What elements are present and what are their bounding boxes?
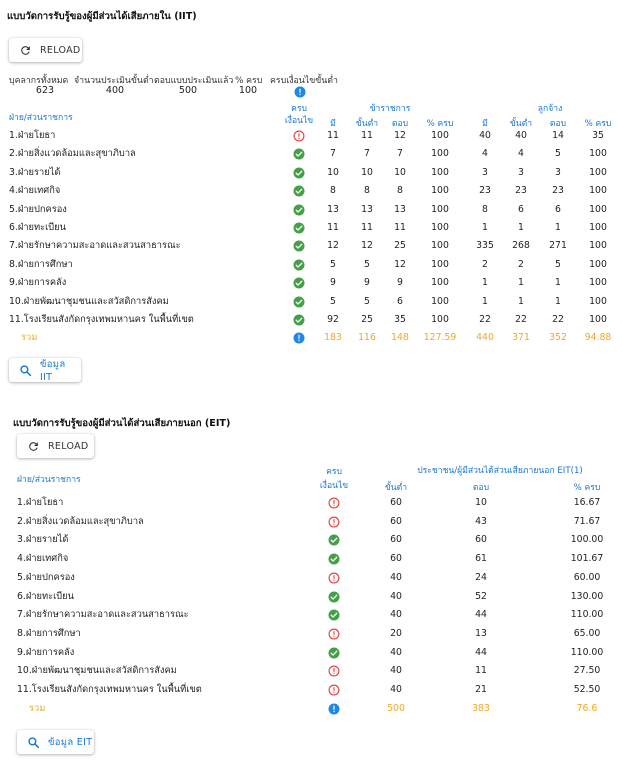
- eit-cell-pct: 101.67: [570, 553, 604, 565]
- iit-table-row: [0, 201, 622, 219]
- iit-cell-c_pct: 100: [431, 222, 449, 233]
- eit-cell-ans: 21: [475, 684, 487, 695]
- iit-cell-e_ans: 1: [555, 295, 561, 307]
- check-circle-icon: [328, 609, 340, 621]
- iit-cell-name: 3.ฝ่ายรายได้: [9, 166, 61, 178]
- eit-cell-name: 9.ฝ่ายการคลัง: [17, 646, 75, 658]
- iit-cell-c_have: 5: [330, 295, 336, 307]
- iit-cell-c_pct: 100: [431, 240, 449, 252]
- iit-cell-c_have: 183: [324, 332, 342, 344]
- eit-header-ans: ตอบ: [472, 483, 490, 493]
- eit-data-label: ข้อมูล EIT: [48, 736, 93, 748]
- iit-table-row: [0, 127, 622, 145]
- eit-cell-name: 6.ฝ่ายทะเบียน: [17, 590, 74, 602]
- eit-cell-min: 60: [390, 497, 402, 508]
- eit-cell-name: 8.ฝ่ายการศึกษา: [17, 627, 81, 639]
- eit-cell-ans: 44: [475, 646, 487, 658]
- iit-cell-c_have: 11: [327, 130, 339, 141]
- info-icon: [294, 86, 306, 98]
- eit-table-row: [0, 606, 622, 624]
- iit-table-row: [0, 293, 622, 311]
- iit-cell-e_min: 1: [518, 295, 524, 307]
- iit-header-c-ans: ตอบ: [391, 119, 409, 129]
- iit-cell-c_min: 11: [361, 222, 373, 233]
- error-outline-icon: [328, 516, 340, 528]
- eit-table-row: [0, 550, 622, 568]
- iit-cell-c_have: 9: [330, 277, 336, 289]
- eit-cell-ans: 43: [475, 515, 487, 527]
- iit-cell-c_min: 25: [361, 314, 373, 325]
- status-indicator: [328, 665, 340, 677]
- iit-cell-e_pct: 100: [589, 240, 607, 252]
- summary-label-staff: บุคลากรทั้งหมด: [9, 76, 69, 86]
- eit-total-row: [0, 700, 622, 718]
- eit-cell-ans: 60: [475, 534, 487, 546]
- iit-cell-e_have: 1: [482, 222, 488, 233]
- iit-cell-c_ans: 12: [394, 258, 406, 270]
- iit-cell-e_min: 22: [515, 314, 527, 325]
- status-indicator: [328, 591, 340, 603]
- iit-cell-c_pct: 127.59: [423, 332, 457, 344]
- iit-table-row: [0, 145, 622, 163]
- iit-cell-c_min: 13: [361, 203, 373, 215]
- eit-cell-min: 60: [390, 515, 402, 527]
- iit-cell-e_have: 440: [476, 332, 494, 344]
- eit-cell-min: 40: [390, 590, 402, 602]
- eit-cell-name: 3.ฝ่ายรายได้: [17, 534, 69, 546]
- iit-header-dept: ฝ่าย/ส่วนราชการ: [9, 113, 73, 123]
- iit-cell-name: 8.ฝ่ายการศึกษา: [9, 258, 73, 270]
- iit-cell-c_ans: 35: [394, 314, 406, 325]
- eit-cell-name: 1.ฝ่ายโยธา: [17, 497, 64, 508]
- iit-cell-e_pct: 100: [589, 203, 607, 215]
- eit-cell-pct: 52.50: [573, 684, 601, 695]
- iit-total-row: [0, 329, 622, 347]
- reload-label: RELOAD: [40, 44, 81, 56]
- eit-header-group: ประชาชน/ผู้มีส่วนได้ส่วนเสียภายนอก EIT(1): [417, 466, 583, 476]
- iit-cell-c_pct: 100: [431, 166, 449, 178]
- iit-header-e-pct: % ครบ: [584, 119, 612, 129]
- summary-value-pct: 100: [238, 85, 258, 96]
- iit-cell-c_ans: 13: [394, 203, 406, 215]
- eit-data-button[interactable]: [17, 730, 94, 754]
- check-circle-icon: [293, 240, 305, 252]
- iit-cell-e_have: 4: [482, 148, 488, 160]
- eit-table-row: [0, 662, 622, 680]
- iit-cell-e_ans: 5: [555, 148, 561, 160]
- eit-table-row: [0, 681, 622, 699]
- iit-cell-e_pct: 100: [589, 277, 607, 289]
- eit-cell-min: 60: [390, 534, 402, 546]
- iit-cell-c_pct: 100: [431, 258, 449, 270]
- iit-cell-c_ans: 10: [394, 166, 406, 178]
- check-circle-icon: [328, 534, 340, 546]
- error-outline-icon: [293, 130, 305, 142]
- iit-cell-e_pct: 100: [589, 295, 607, 307]
- status-indicator: [293, 296, 305, 308]
- eit-title: แบบวัดการรับรู้ของผู้มีส่วนได้ส่วนเสียภายนอก (EIT): [13, 418, 231, 429]
- iit-cell-c_min: 10: [361, 166, 373, 178]
- iit-cell-e_have: 3: [482, 166, 488, 178]
- iit-cell-e_pct: 100: [589, 148, 607, 160]
- iit-cell-c_min: 11: [361, 130, 373, 141]
- iit-cell-c_pct: 100: [431, 185, 449, 197]
- iit-cell-c_have: 12: [327, 240, 339, 252]
- eit-reload-button[interactable]: [17, 434, 94, 458]
- eit-table-row: [0, 644, 622, 662]
- eit-header-dept: ฝ่าย/ส่วนราชการ: [17, 475, 81, 485]
- check-circle-icon: [293, 167, 305, 179]
- iit-cell-e_ans: 352: [549, 332, 567, 344]
- iit-header-e-ans: ตอบ: [549, 119, 567, 129]
- eit-cell-min: 40: [390, 646, 402, 658]
- iit-header-e-have: มี: [482, 119, 488, 129]
- search-icon: [27, 736, 40, 749]
- summary-value-min: 400: [105, 85, 125, 96]
- iit-cell-name: 1.ฝ่ายโยธา: [9, 130, 56, 141]
- iit-cell-e_have: 8: [482, 203, 488, 215]
- status-indicator: [328, 609, 340, 621]
- eit-cell-min: 20: [390, 627, 402, 639]
- iit-cell-c_min: 9: [364, 277, 370, 289]
- iit-cell-e_min: 4: [518, 148, 524, 160]
- iit-cell-e_pct: 100: [589, 314, 607, 325]
- iit-header-complete-1: ครบ: [291, 104, 307, 114]
- check-circle-icon: [293, 185, 305, 197]
- eit-cell-pct: 110.00: [570, 646, 604, 658]
- iit-cell-e_pct: 100: [589, 166, 607, 178]
- eit-cell-pct: 65.00: [573, 627, 601, 639]
- iit-cell-e_min: 6: [518, 203, 524, 215]
- eit-header-complete-2: เงื่อนไข: [319, 481, 349, 491]
- iit-cell-c_min: 8: [364, 185, 370, 197]
- eit-table-row: [0, 625, 622, 643]
- eit-table-row: [0, 513, 622, 531]
- iit-cell-name: รวม: [21, 332, 38, 344]
- eit-table-row: [0, 494, 622, 512]
- iit-cell-e_ans: 1: [555, 277, 561, 289]
- summary-value-staff: 623: [35, 85, 55, 96]
- eit-table-row: [0, 569, 622, 587]
- iit-data-button[interactable]: [9, 358, 81, 382]
- eit-cell-pct: 130.00: [570, 590, 604, 602]
- iit-cell-c_pct: 100: [431, 203, 449, 215]
- reload-icon: [19, 44, 32, 57]
- eit-cell-pct: 27.50: [573, 665, 601, 677]
- iit-header-c-have: มี: [330, 119, 336, 129]
- iit-cell-e_ans: 23: [552, 185, 564, 197]
- iit-cell-e_min: 1: [518, 277, 524, 289]
- iit-cell-c_have: 10: [327, 166, 339, 178]
- summary-label-min: จำนวนประเมินขั้นต่ำ: [74, 76, 154, 86]
- eit-cell-ans: 13: [475, 627, 487, 639]
- iit-cell-e_min: 40: [515, 130, 527, 141]
- iit-cell-e_ans: 5: [555, 258, 561, 270]
- iit-cell-e_have: 2: [482, 258, 488, 270]
- check-circle-icon: [293, 204, 305, 216]
- error-outline-icon: [328, 684, 340, 696]
- iit-cell-e_ans: 6: [555, 203, 561, 215]
- search-icon: [19, 364, 32, 377]
- iit-table-row: [0, 274, 622, 292]
- check-circle-icon: [293, 222, 305, 234]
- iit-cell-c_min: 7: [364, 148, 370, 160]
- status-indicator: [293, 314, 305, 326]
- iit-cell-e_min: 1: [518, 222, 524, 233]
- eit-cell-pct: 71.67: [573, 515, 601, 527]
- error-outline-icon: [328, 665, 340, 677]
- iit-cell-e_have: 1: [482, 295, 488, 307]
- eit-cell-name: รวม: [29, 702, 46, 714]
- info-icon: [293, 332, 305, 344]
- check-circle-icon: [293, 148, 305, 160]
- status-indicator: [293, 167, 305, 179]
- iit-cell-c_have: 8: [330, 185, 336, 197]
- status-indicator: [328, 516, 340, 528]
- iit-cell-name: 11.โรงเรียนสังกัดกรุงเทพมหานคร ในพื้นที่เขต: [9, 314, 194, 325]
- iit-cell-name: 4.ฝ่ายเทศกิจ: [9, 185, 61, 197]
- iit-cell-name: 5.ฝ่ายปกครอง: [9, 203, 67, 215]
- info-icon: [328, 703, 340, 715]
- iit-cell-e_ans: 14: [552, 130, 564, 141]
- status-indicator: [328, 628, 340, 640]
- iit-cell-name: 2.ฝ่ายสิ่งแวดล้อมและสุขาภิบาล: [9, 148, 136, 160]
- eit-table-row: [0, 531, 622, 549]
- iit-cell-e_min: 2: [518, 258, 524, 270]
- check-circle-icon: [328, 647, 340, 659]
- check-circle-icon: [293, 259, 305, 271]
- iit-cell-e_have: 335: [476, 240, 494, 252]
- iit-cell-name: 6.ฝ่ายทะเบียน: [9, 222, 66, 233]
- iit-cell-c_ans: 148: [391, 332, 409, 344]
- iit-cell-e_min: 371: [512, 332, 530, 344]
- iit-cell-e_min: 23: [515, 185, 527, 197]
- eit-table-row: [0, 588, 622, 606]
- iit-header-employee: ลูกจ้าง: [537, 104, 563, 114]
- iit-cell-c_min: 5: [364, 295, 370, 307]
- status-indicator: [293, 148, 305, 160]
- iit-cell-c_ans: 11: [394, 222, 406, 233]
- reload-label: RELOAD: [48, 440, 89, 452]
- iit-cell-name: 9.ฝ่ายการคลัง: [9, 277, 67, 289]
- iit-cell-c_pct: 100: [431, 277, 449, 289]
- error-outline-icon: [328, 628, 340, 640]
- iit-cell-c_ans: 9: [397, 277, 403, 289]
- iit-cell-c_ans: 8: [397, 185, 403, 197]
- status-indicator: [293, 277, 305, 289]
- error-outline-icon: [328, 497, 340, 509]
- iit-cell-e_have: 23: [479, 185, 491, 197]
- eit-header-pct: % ครบ: [573, 483, 601, 493]
- iit-cell-e_ans: 271: [549, 240, 567, 252]
- iit-cell-c_have: 13: [327, 203, 339, 215]
- status-indicator: [328, 703, 340, 715]
- iit-cell-c_have: 92: [327, 314, 339, 325]
- check-circle-icon: [328, 553, 340, 565]
- status-indicator: [293, 240, 305, 252]
- iit-title: แบบวัดการรับรู้ของผู้มีส่วนได้เสียภายใน (IIT): [7, 11, 197, 22]
- iit-cell-c_ans: 25: [394, 240, 406, 252]
- iit-cell-c_min: 5: [364, 258, 370, 270]
- eit-cell-ans: 44: [475, 609, 487, 621]
- eit-cell-name: 2.ฝ่ายสิ่งแวดล้อมและสุขาภิบาล: [17, 515, 144, 527]
- error-outline-icon: [328, 572, 340, 584]
- iit-cell-e_have: 22: [479, 314, 491, 325]
- iit-header-e-min: ขั้นต่ำ: [509, 119, 533, 129]
- iit-cell-c_min: 12: [361, 240, 373, 252]
- eit-cell-name: 10.ฝ่ายพัฒนาชุมชนและสวัสดิการสังคม: [17, 665, 177, 677]
- check-circle-icon: [293, 296, 305, 308]
- eit-cell-name: 4.ฝ่ายเทศกิจ: [17, 553, 69, 565]
- iit-table-row: [0, 182, 622, 200]
- summary-label-pct: % ครบ: [235, 76, 263, 86]
- iit-table-row: [0, 219, 622, 237]
- check-circle-icon: [328, 591, 340, 603]
- eit-cell-pct: 110.00: [570, 609, 604, 621]
- eit-cell-pct: 76.6: [576, 702, 598, 714]
- eit-header-complete-1: ครบ: [326, 467, 342, 477]
- iit-cell-c_ans: 7: [397, 148, 403, 160]
- eit-cell-ans: 52: [475, 590, 487, 602]
- status-indicator: [293, 185, 305, 197]
- iit-cell-e_min: 3: [518, 166, 524, 178]
- status-indicator: [293, 130, 305, 142]
- iit-cell-e_ans: 22: [552, 314, 564, 325]
- iit-cell-e_pct: 100: [589, 222, 607, 233]
- status-indicator: [328, 647, 340, 659]
- eit-cell-ans: 24: [475, 571, 487, 583]
- status-indicator: [293, 204, 305, 216]
- status-indicator: [328, 553, 340, 565]
- eit-cell-min: 40: [390, 609, 402, 621]
- iit-cell-e_pct: 94.88: [584, 332, 612, 344]
- iit-cell-c_min: 116: [358, 332, 376, 344]
- iit-header-c-min: ขั้นต่ำ: [355, 119, 379, 129]
- status-indicator: [293, 332, 305, 344]
- iit-header-complete-2: เงื่อนไข: [284, 116, 314, 126]
- status-indicator: [328, 684, 340, 696]
- iit-table-row: [0, 311, 622, 329]
- iit-cell-e_pct: 100: [589, 185, 607, 197]
- iit-data-label: ข้อมูล IIT: [39, 359, 66, 383]
- iit-cell-c_pct: 100: [431, 148, 449, 160]
- eit-cell-min: 60: [390, 553, 402, 565]
- iit-cell-c_ans: 12: [394, 130, 406, 141]
- iit-cell-e_ans: 1: [555, 222, 561, 233]
- eit-cell-pct: 60.00: [573, 571, 601, 583]
- summary-value-answered: 500: [178, 85, 198, 96]
- iit-cell-e_have: 1: [482, 277, 488, 289]
- status-indicator: [328, 572, 340, 584]
- eit-cell-pct: 16.67: [573, 497, 601, 508]
- eit-cell-min: 40: [390, 684, 402, 695]
- eit-cell-min: 500: [387, 702, 405, 714]
- check-circle-icon: [293, 277, 305, 289]
- summary-label-complete: ครบเงื่อนไขขั้นต่ำ: [270, 76, 338, 86]
- status-indicator: [328, 534, 340, 546]
- iit-cell-e_pct: 100: [589, 258, 607, 270]
- iit-header-civil: ข้าราชการ: [369, 104, 411, 114]
- iit-table-row: [0, 237, 622, 255]
- status-indicator: [293, 222, 305, 234]
- reload-icon: [27, 440, 40, 453]
- iit-cell-c_pct: 100: [431, 314, 449, 325]
- eit-cell-name: 11.โรงเรียนสังกัดกรุงเทพมหานคร ในพื้นที่เขต: [17, 684, 202, 695]
- iit-reload-button[interactable]: [9, 38, 82, 62]
- iit-cell-e_ans: 3: [555, 166, 561, 178]
- eit-cell-min: 40: [390, 665, 402, 677]
- iit-cell-c_have: 7: [330, 148, 336, 160]
- eit-cell-ans: 383: [472, 702, 490, 714]
- iit-table-row: [0, 164, 622, 182]
- iit-cell-c_pct: 100: [431, 295, 449, 307]
- eit-cell-name: 5.ฝ่ายปกครอง: [17, 571, 75, 583]
- eit-header-min: ขั้นต่ำ: [384, 483, 408, 493]
- iit-cell-name: 10.ฝ่ายพัฒนาชุมชนและสวัสดิการสังคม: [9, 295, 169, 307]
- iit-cell-c_have: 11: [327, 222, 339, 233]
- eit-cell-ans: 10: [475, 497, 487, 508]
- iit-cell-e_pct: 35: [592, 130, 604, 141]
- iit-cell-e_min: 268: [512, 240, 530, 252]
- eit-cell-ans: 11: [475, 665, 487, 677]
- summary-label-answered: ตอบแบบประเมินแล้ว: [154, 76, 234, 86]
- iit-table-row: [0, 256, 622, 274]
- eit-cell-name: 7.ฝ่ายรักษาความสะอาดและสวนสาธารณะ: [17, 609, 189, 621]
- iit-cell-c_have: 5: [330, 258, 336, 270]
- iit-cell-c_pct: 100: [431, 130, 449, 141]
- status-indicator: [293, 259, 305, 271]
- iit-header-c-pct: % ครบ: [426, 119, 454, 129]
- eit-cell-min: 40: [390, 571, 402, 583]
- check-circle-icon: [293, 314, 305, 326]
- iit-cell-name: 7.ฝ่ายรักษาความสะอาดและสวนสาธารณะ: [9, 240, 181, 252]
- iit-cell-c_ans: 6: [397, 295, 403, 307]
- iit-cell-e_have: 40: [479, 130, 491, 141]
- status-indicator: [328, 497, 340, 509]
- eit-cell-ans: 61: [475, 553, 487, 565]
- eit-cell-pct: 100.00: [570, 534, 604, 546]
